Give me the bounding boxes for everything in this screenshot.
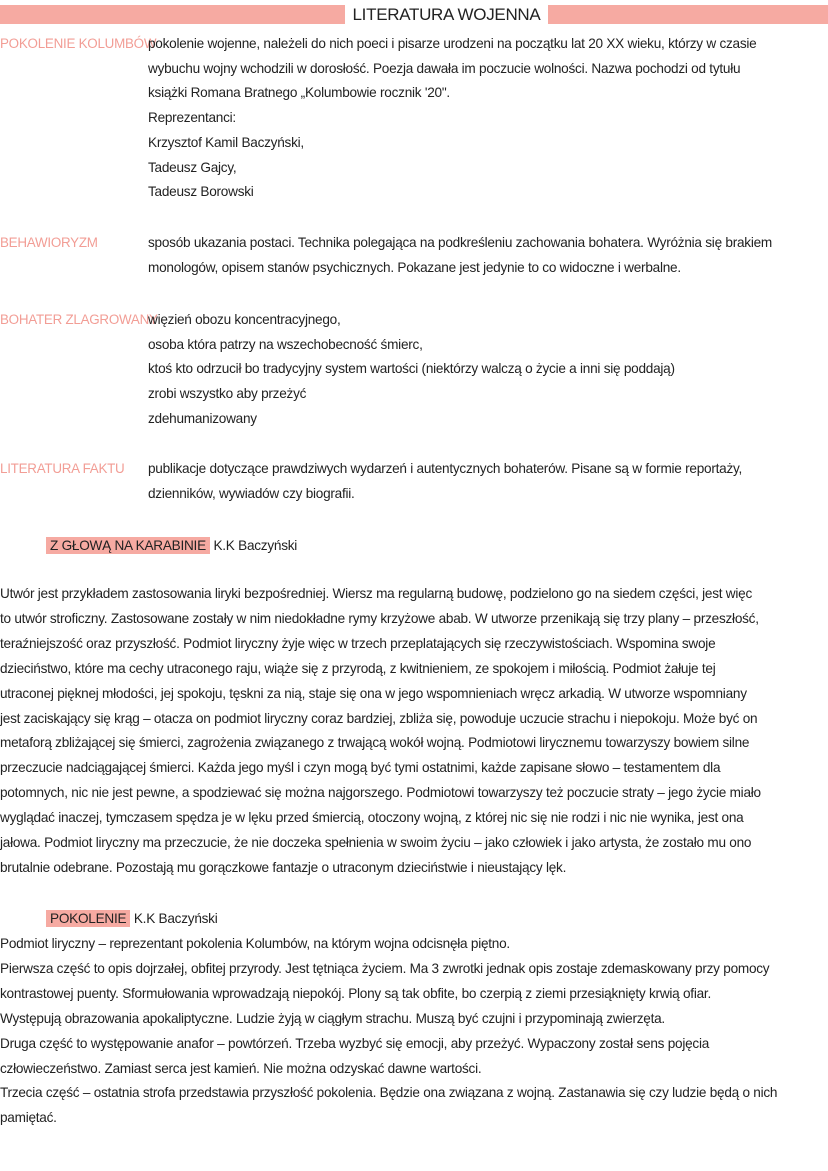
text-line: brutalnie odebrane. Pozostają mu gorączkowe fantazje o utraconym dzieciństwie i nieustający lęk. [0,859,567,875]
text-line: jest zaciskający się krąg – otacza on podmiot liryczny coraz bardziej, zbliża się, powoduje uczucie strachu i niepokoju. Może być on [0,710,758,726]
poem-heading [46,534,828,559]
text-line: pokolenie wojenne, należeli do nich poeci i pisarze urodzeni na początku lat 20 XX wieku, którzy w czasie [148,36,757,51]
poem-heading [46,907,828,932]
text-line: Druga część to występowanie anafor – powtórzeń. Trzeba wyzbyć się emocji, aby przeżyć. Wypaczony został sens pojęcia [0,1035,710,1051]
text-line: dzieciństwo, które ma cechy utraconego raju, wiąże się z przyrodą, z kwitnieniem, ze spokojem i miłością. Podmiot żałuje tej [0,660,716,676]
text-line: monologów, opisem stanów psychicznych. Pokazane jest jedynie to co widoczne i werbalne. [148,259,681,275]
poem-title: POKOLENIE [46,910,130,927]
term-definition [148,231,772,280]
poem-author: K.K Baczyński [133,911,218,926]
text-line: człowieczeństwo. Zamiast serca jest kamień. Nie można odzyskać dawne wartości. [0,1060,482,1076]
text-line: wybuchu wojny wchodzili w dorosłość. Poezja dawała im poczucie wolności. Nazwa pochodzi od tytułu [148,60,741,76]
text-line: zrobi wszystko aby przeżyć [148,386,307,402]
text-line: Reprezentanci: [148,110,236,126]
text-line: Tadeusz Gajcy, [148,159,237,175]
term-definition [148,308,675,432]
text-line: utraconej pięknej młodości, jej spokoju, tęskni za nią, staje się ona w jego wspomnieniach wręcz arkadią. W utworze wspomniany [0,685,747,701]
text-line: sposób ukazania postaci. Technika polegająca na podkreśleniu zachowania bohatera. Wyróżnia się brakiem [148,235,772,250]
text-line: teraźniejszość oraz przyszłość. Podmiot liryczny żyje więc w trzech przeplatających się rzeczywistościach. Wspomina swoje [0,635,716,651]
text-line: wyglądać inaczej, tymczasem spędza je w lęku przed śmiercią, otoczony wojną, z której nic się nie rodzi i nic nie wynika, jest ona [0,810,744,826]
text-line: więzień obozu koncentracyjnego, [148,312,341,327]
term-label: POKOLENIE KOLUMBÓW [0,36,157,51]
text-line: Krzysztof Kamil Baczyński, [148,134,304,150]
title-bar-right [548,5,828,24]
text-line: potomnych, nic nie jest pewne, a spodziewać się można najgorszego. Podmiotowi towarzyszy też poczucie straty – jego życie miało [0,785,761,801]
text-line: metaforą zbliżającej się śmierci, zagrożenia związanego z trwającą wokół wojną. Podmiotowi lirycznemu towarzyszy bowiem silne [0,735,750,751]
term-definition [148,457,742,506]
term-label: BEHAWIORYZM [0,235,98,250]
text-line: kontrastowej puenty. Sformułowania wprowadzają niepokój. Plony są tak obfite, bo czerpią z ziemi przesiąknięty krwią ofiar. [0,985,711,1001]
poem-analysis [0,932,828,1131]
text-line: publikacje dotyczące prawdziwych wydarzeń i autentycznych bohaterów. Pisane są w formie reportaży, [148,461,743,476]
poem-author: K.K Baczyński [213,538,298,553]
text-line: pamiętać. [0,1110,57,1126]
text-line: przeczucie nadciągającej śmierci. Każda jego myśl i czyn mogą być tymi ostatnimi, każde zapisane słowo – testamentem dla [0,760,721,776]
poem-title: Z GŁOWĄ NA KARABINIE [46,537,210,554]
term-definition [148,32,756,205]
page-title: LITERATURA WOJENNA [352,5,541,24]
term-label: BOHATER ZLAGROWANY [0,312,158,327]
title-bar-left [0,5,345,24]
text-line: Pierwsza część to opis dojrzałej, obfitej przyrody. Jest tętniąca życiem. Ma 3 zwrotki jednak opis zostaje zdemaskowany przy pomocy [0,960,770,976]
poem-analysis [0,582,828,881]
text-line: Tadeusz Borowski [148,184,254,200]
text-line: zdehumanizowany [148,410,257,426]
term-label: LITERATURA FAKTU [0,461,125,476]
text-line: dzienników, wywiadów czy biografii. [148,485,355,501]
text-line: książki Romana Bratnego „Kolumbowie rocznik '20". [148,85,450,101]
text-line: jałowa. Podmiot liryczny ma przeczucie, że nie doczeka spełnienia w swoim życiu – jako człowiek i jako artysta, że zostało mu ono [0,835,752,851]
text-line: Występują obrazowania apokaliptyczne. Ludzie żyją w ciągłym strachu. Muszą być czujni i przypominają zwierzęta. [0,1010,665,1026]
text-line: Trzecia część – ostatnia strofa przedstawia przyszłość pokolenia. Będzie ona związana z wojną. Zastanawia się czy ludzie będą o nich [0,1085,778,1101]
text-line: Podmiot liryczny – reprezentant pokolenia Kolumbów, na którym wojna odcisnęła piętno. [0,936,510,951]
text-line: osoba która patrzy na wszechobecność śmierc, [148,336,423,352]
text-line: ktoś kto odrzucił bo tradycyjny system wartości (niektórzy walczą o życie a inni się poddają) [148,361,675,377]
text-line: Utwór jest przykładem zastosowania liryki bezpośredniej. Wiersz ma regularną budowę, podzielono go na siedem części, jest więc [0,586,753,601]
text-line: to utwór stroficzny. Zastosowane zostały w nim niedokładne rymy krzyżowe abab. W utworze przenikają się trzy plany – przeszłość, [0,610,759,626]
